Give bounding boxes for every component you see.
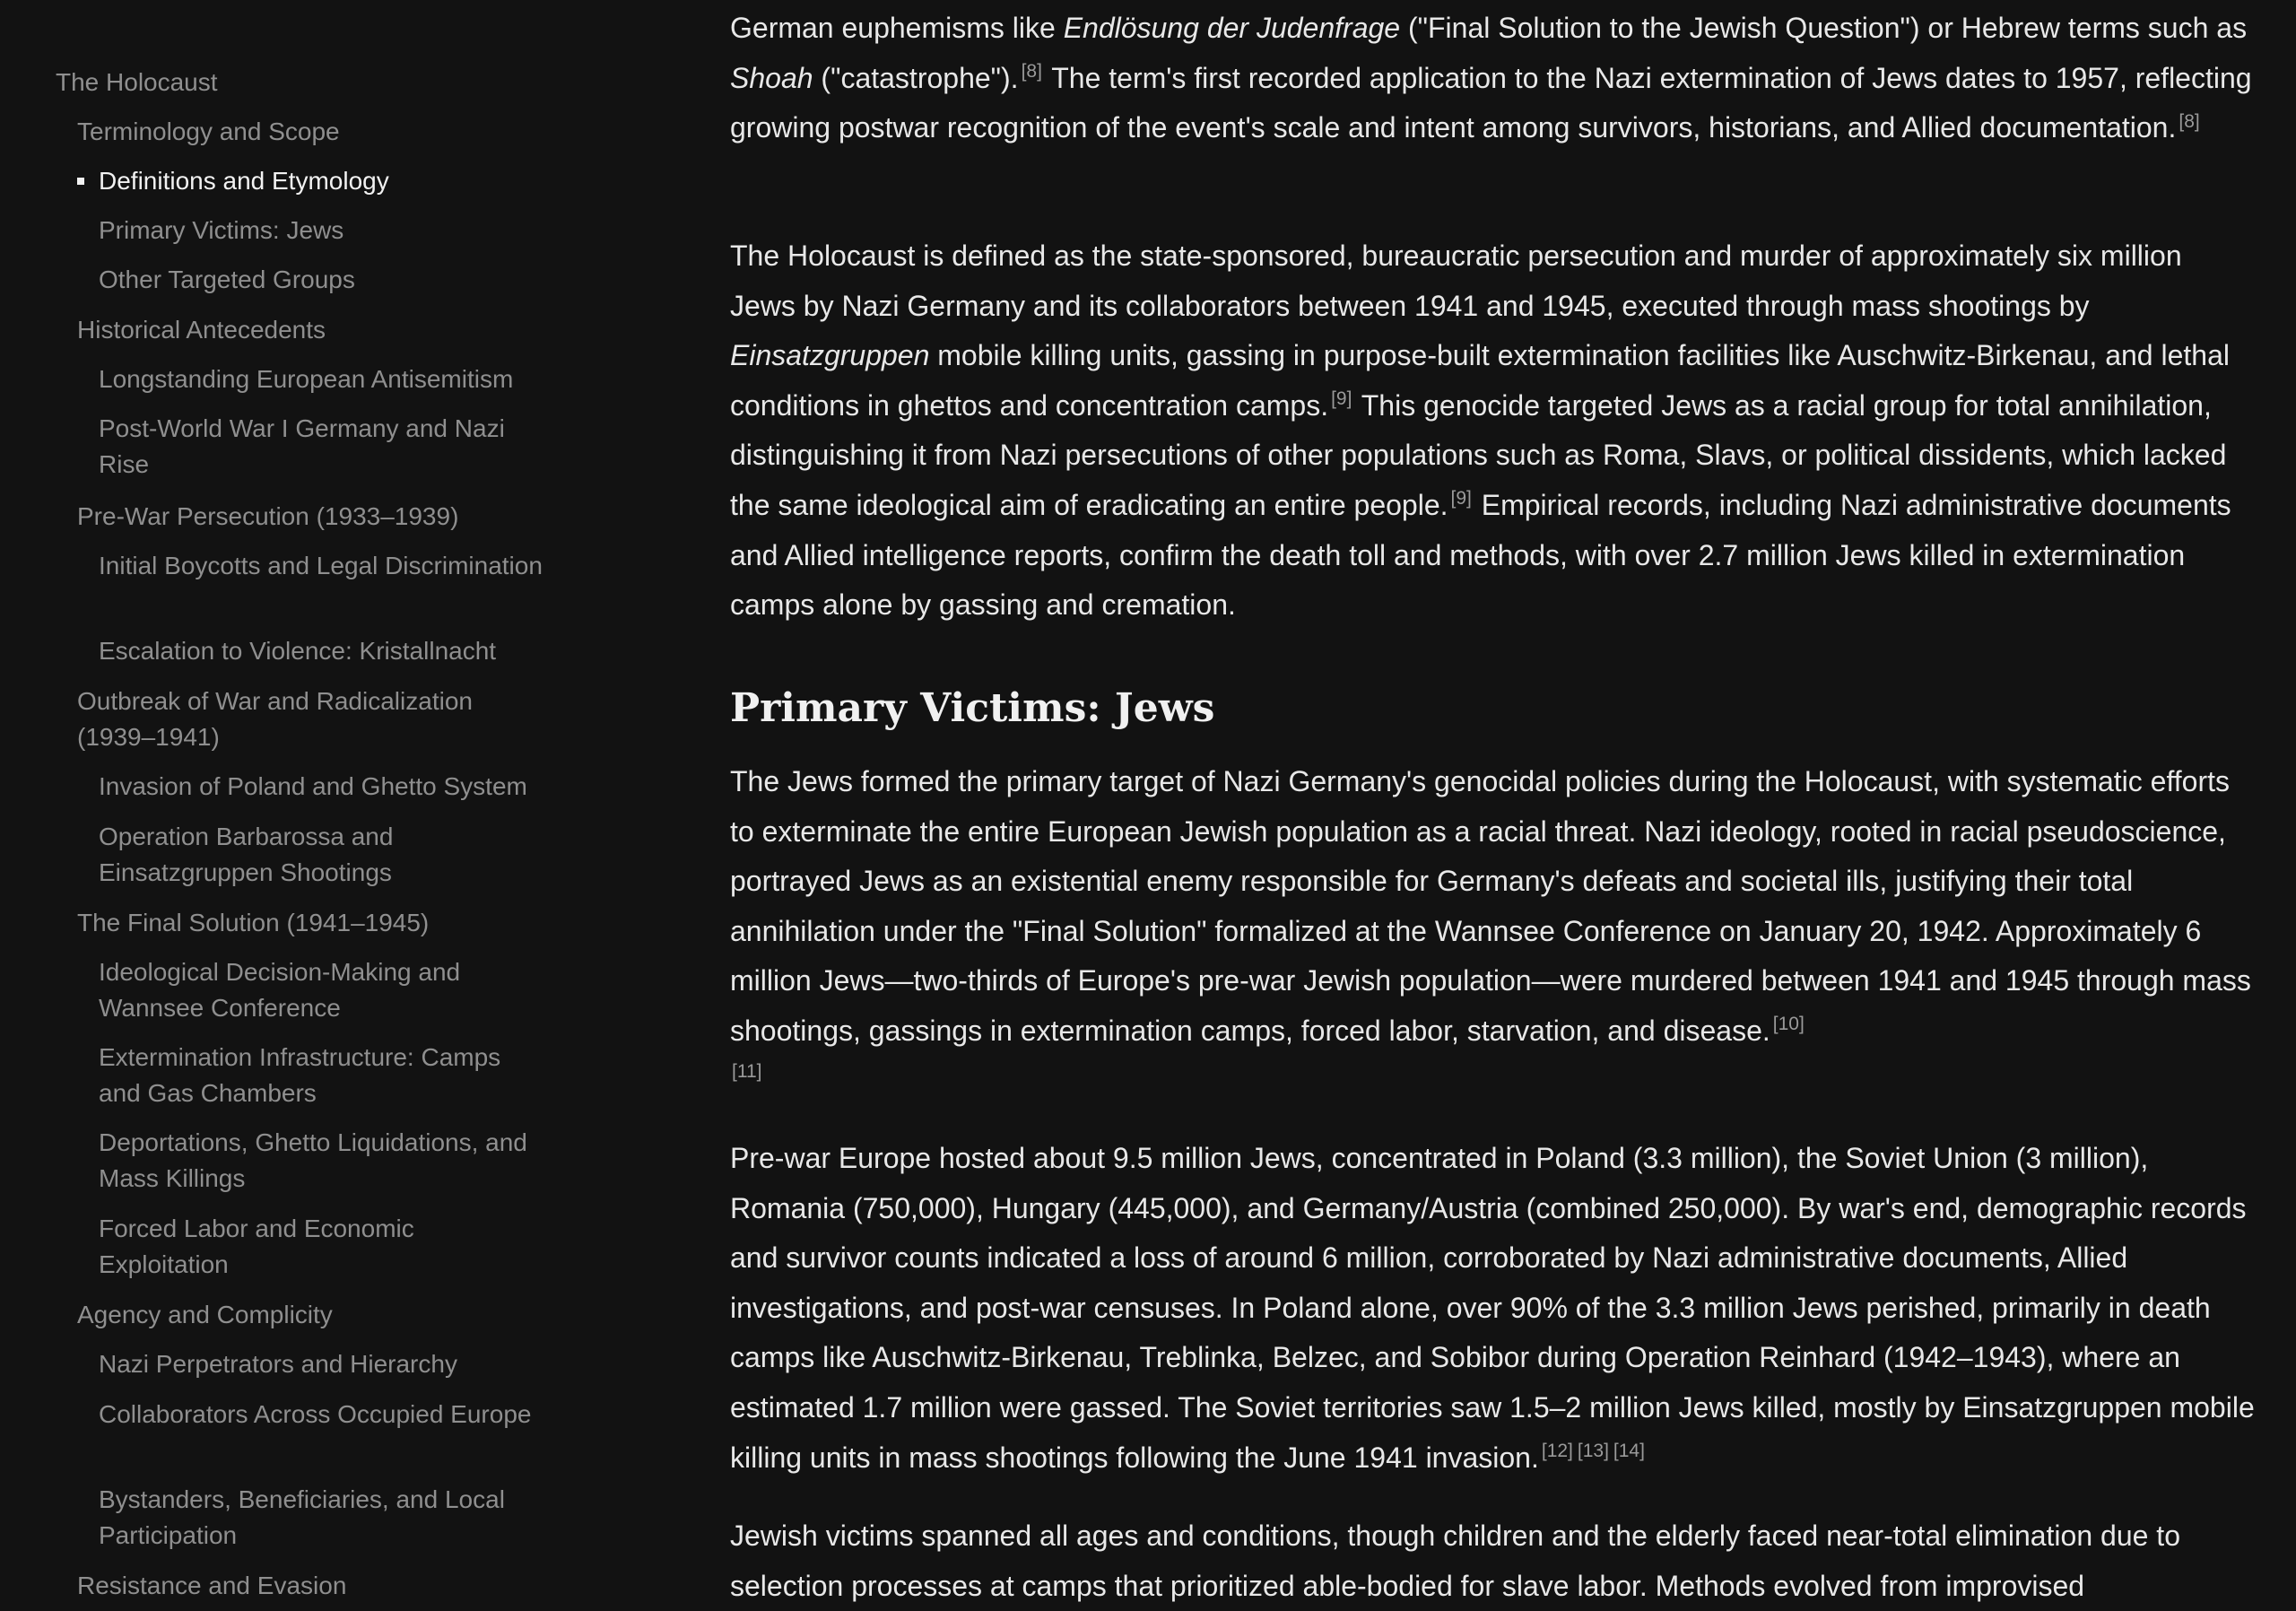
paragraph-etymology [730, 4, 2255, 153]
toc-item-pre-war-persecution[interactable]: Pre-War Persecution (1933–1939) [77, 502, 459, 530]
text-run: mobile killing units, gassing in purpose-built extermination facilities like Auschwitz-Birkenau, and lethal conditions in ghettos and concentration camps. [730, 339, 2230, 422]
citation-link[interactable]: [13] [1577, 1441, 1609, 1462]
text-run: This genocide targeted Jews as a racial group for total annihilation, distinguishing it from Nazi persecutions of other populations such as Roma, Slavs, or political dissidents, which lacked the same ideological aim of eradicating an entire people. [730, 388, 2227, 521]
emphasis-term: Endlösung der Judenfrage [1063, 12, 1401, 44]
toc-item-ideological-decision-making[interactable]: Ideological Decision-Making and Wannsee Conference [99, 958, 461, 1022]
citation-link[interactable]: [8] [2179, 110, 2200, 132]
emphasis-term: Shoah [730, 61, 813, 94]
toc-item-historical-antecedents[interactable]: Historical Antecedents [77, 316, 326, 344]
toc-item-the-final-solution[interactable]: The Final Solution (1941–1945) [77, 909, 430, 936]
toc-item-resistance-and-evasion[interactable]: Resistance and Evasion [77, 1572, 347, 1599]
citation-link[interactable]: [11] [732, 1061, 762, 1082]
toc-item-post-ww1-germany-and-nazi-rise[interactable]: Post-World War I Germany and Nazi Rise [99, 414, 505, 478]
text-run: German euphemisms like [730, 12, 1064, 44]
toc-item-invasion-of-poland-and-ghetto-system[interactable]: Invasion of Poland and Ghetto System [99, 772, 527, 800]
paragraph-demographics [730, 1134, 2255, 1483]
active-indicator-icon [77, 178, 84, 185]
toc-item-other-targeted-groups[interactable]: Other Targeted Groups [99, 266, 355, 293]
citation-link[interactable]: [12] [1541, 1441, 1573, 1462]
section-heading: Primary Victims: Jews [730, 685, 1215, 731]
toc-item-initial-boycotts-and-legal-discrimination[interactable]: Initial Boycotts and Legal Discrimination [99, 552, 543, 579]
citation-link[interactable]: [10] [1772, 1014, 1805, 1035]
text-run: The term's first recorded application to the Nazi extermination of Jews dates to 1957, reflecting growing postwar recognition of the event's scale and intent among survivors, historians, and Allied documentation. [730, 61, 2252, 144]
text-run: Empirical records, including Nazi administrative documents and Allied intelligence reports, confirm the death toll and methods, with over 2.7 million Jews killed in extermination camps alone by gassing and cremation. [730, 488, 2231, 622]
toc-item-the-holocaust[interactable]: The Holocaust [56, 68, 218, 96]
toc-item-primary-victims-jews[interactable]: Primary Victims: Jews [99, 216, 344, 244]
toc-item-outbreak-of-war-and-radicalization[interactable]: Outbreak of War and Radicalization (1939–1941) [77, 687, 473, 751]
paragraph-primary-victims [730, 757, 2255, 1057]
toc-item-agency-and-complicity[interactable]: Agency and Complicity [77, 1301, 333, 1328]
text-run: ("Final Solution to the Jewish Question") or Hebrew terms such as [1400, 12, 2248, 44]
toc-item-definitions-and-etymology[interactable]: Definitions and Etymology [99, 167, 389, 195]
citation-link[interactable]: [8] [1021, 61, 1042, 83]
text-run: ("catastrophe"). [813, 61, 1019, 94]
toc-item-extermination-infrastructure[interactable]: Extermination Infrastructure: Camps and Gas Chambers [99, 1043, 501, 1107]
paragraph-definition [730, 231, 2255, 631]
toc-item-escalation-to-violence-kristallnacht[interactable]: Escalation to Violence: Kristallnacht [99, 637, 497, 665]
paragraph-victims-conditions [730, 1511, 2255, 1611]
citation-link[interactable]: [9] [1450, 488, 1472, 509]
toc-item-collaborators-across-occupied-europe[interactable]: Collaborators Across Occupied Europe [99, 1400, 532, 1428]
text-run: The Jews formed the primary target of Nazi Germany's genocidal policies during the Holocaust, with systematic efforts to exterminate the entire European Jewish population as a racial threat. Nazi ideology, rooted in racial pseudoscience, portrayed Jews as an existential enemy responsible for Germany's defeats and societal ills, justifying their total annihilation under the "Final Solution" formalized at the Wannsee Conference on January 20, 1942. Approximately 6 million Jews—two-thirds of Europe's pre-war Jewish population—were murdered between 1941 and 1945 through mass shootings, gassings in extermination camps, forced labor, starvation, and disease. [730, 765, 2251, 1047]
toc-item-terminology-and-scope[interactable]: Terminology and Scope [77, 118, 340, 145]
text-run: Pre-war Europe hosted about 9.5 million Jews, concentrated in Poland (3.3 million), the Soviet Union (3 million), Romania (750,000), Hungary (445,000), and Germany/Austria (combined 250,000). By war's end, demographic records and survivor counts indicated a loss of around 6 million, corroborated by Nazi administrative documents, Allied investigations, and post-war censuses. In Poland alone, over 90% of the 3.3 million Jews perished, primarily in death camps like Auschwitz-Birkenau, Treblinka, Belzec, and Sobibor during Operation Reinhard (1942–1943), where an estimated 1.7 million were gassed. The Soviet territories saw 1.5–2 million Jews killed, mostly by Einsatzgruppen mobile killing units in mass shootings following the June 1941 invasion. [730, 1142, 2255, 1474]
toc-item-operation-barbarossa[interactable]: Operation Barbarossa and Einsatzgruppen Shootings [99, 823, 394, 886]
table-of-contents [0, 0, 574, 1605]
text-run: The Holocaust is defined as the state-sponsored, bureaucratic persecution and murder of approximately six million Jews by Nazi Germany and its collaborators between 1941 and 1945, executed through mass shootings by [730, 239, 2182, 322]
toc-item-longstanding-european-antisemitism[interactable]: Longstanding European Antisemitism [99, 365, 514, 393]
citation-link[interactable]: [14] [1613, 1441, 1645, 1462]
text-run: Jewish victims spanned all ages and conditions, though children and the elderly faced near-total elimination due to selection processes at camps that prioritized able-bodied for slave labor. Methods evolved from improvised [730, 1520, 2180, 1602]
toc-item-forced-labor-and-economic-exploitation[interactable]: Forced Labor and Economic Exploitation [99, 1215, 414, 1278]
toc-item-bystanders-beneficiaries[interactable]: Bystanders, Beneficiaries, and Local Participation [99, 1485, 505, 1549]
emphasis-term: Einsatzgruppen [730, 339, 930, 372]
toc-item-deportations-ghetto-liquidations[interactable]: Deportations, Ghetto Liquidations, and Mass Killings [99, 1128, 527, 1192]
toc-item-nazi-perpetrators-and-hierarchy[interactable]: Nazi Perpetrators and Hierarchy [99, 1350, 457, 1378]
citation-link[interactable]: [9] [1331, 388, 1352, 410]
